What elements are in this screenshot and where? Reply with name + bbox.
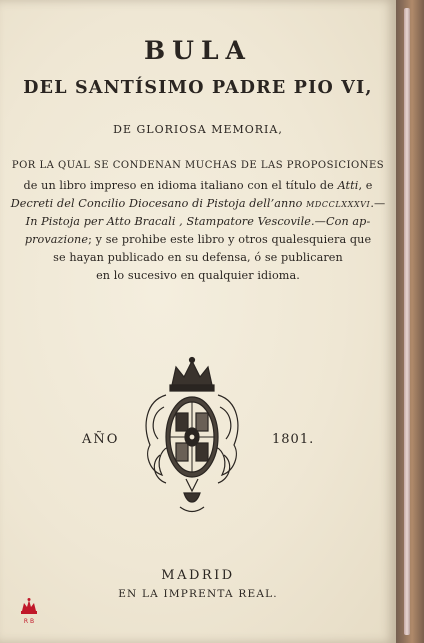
body-line-5	[0, 233, 396, 246]
body-line-7: en lo sucesivo en qualquier idioma.	[96, 269, 300, 282]
document-title: DEL SANTÍSIMO PADRE PIO VI,	[23, 78, 373, 98]
document-heading: BULA	[144, 36, 252, 65]
body-line-2	[0, 179, 396, 192]
body-line-2-end: , e	[358, 179, 373, 192]
royal-coat-of-arms-icon	[136, 355, 248, 515]
imprint-city: MADRID	[161, 568, 235, 583]
body-line-3-end: .—	[370, 197, 386, 210]
book-cover-ribbon	[404, 8, 410, 635]
body-line-5-text: ; y se prohibe este libro y otros qualesquiera que	[88, 233, 372, 246]
body-line-3-year: MDCCLXXXVI	[306, 200, 371, 209]
year-label: AÑO	[82, 432, 120, 447]
imprint-press: EN LA IMPRENTA REAL.	[118, 588, 278, 600]
body-line-2-italic: Atti	[337, 179, 359, 192]
body-line-6: se hayan publicado en su defensa, ó se publicaren	[53, 251, 343, 264]
body-line-1: POR LA QUAL SE CONDENAN MUCHAS DE LAS PROPOSICIONES	[11, 160, 385, 171]
body-line-2-text: de un libro impreso en idioma italiano con el título de	[23, 179, 338, 192]
document-subtitle: DE GLORIOSA MEMORIA,	[113, 123, 283, 136]
body-line-3	[0, 197, 396, 210]
body-line-4: In Pistoja per Atto Bracali , Stampatore Vescovile.—Con ap-	[25, 215, 371, 228]
body-line-3-italic: Decreti del Concilio Diocesano di Pistoja dell’anno	[10, 197, 307, 210]
stamp-text: R B	[23, 618, 35, 625]
body-line-5-italic: provazione	[24, 233, 89, 246]
year-value: 1801.	[272, 432, 315, 447]
